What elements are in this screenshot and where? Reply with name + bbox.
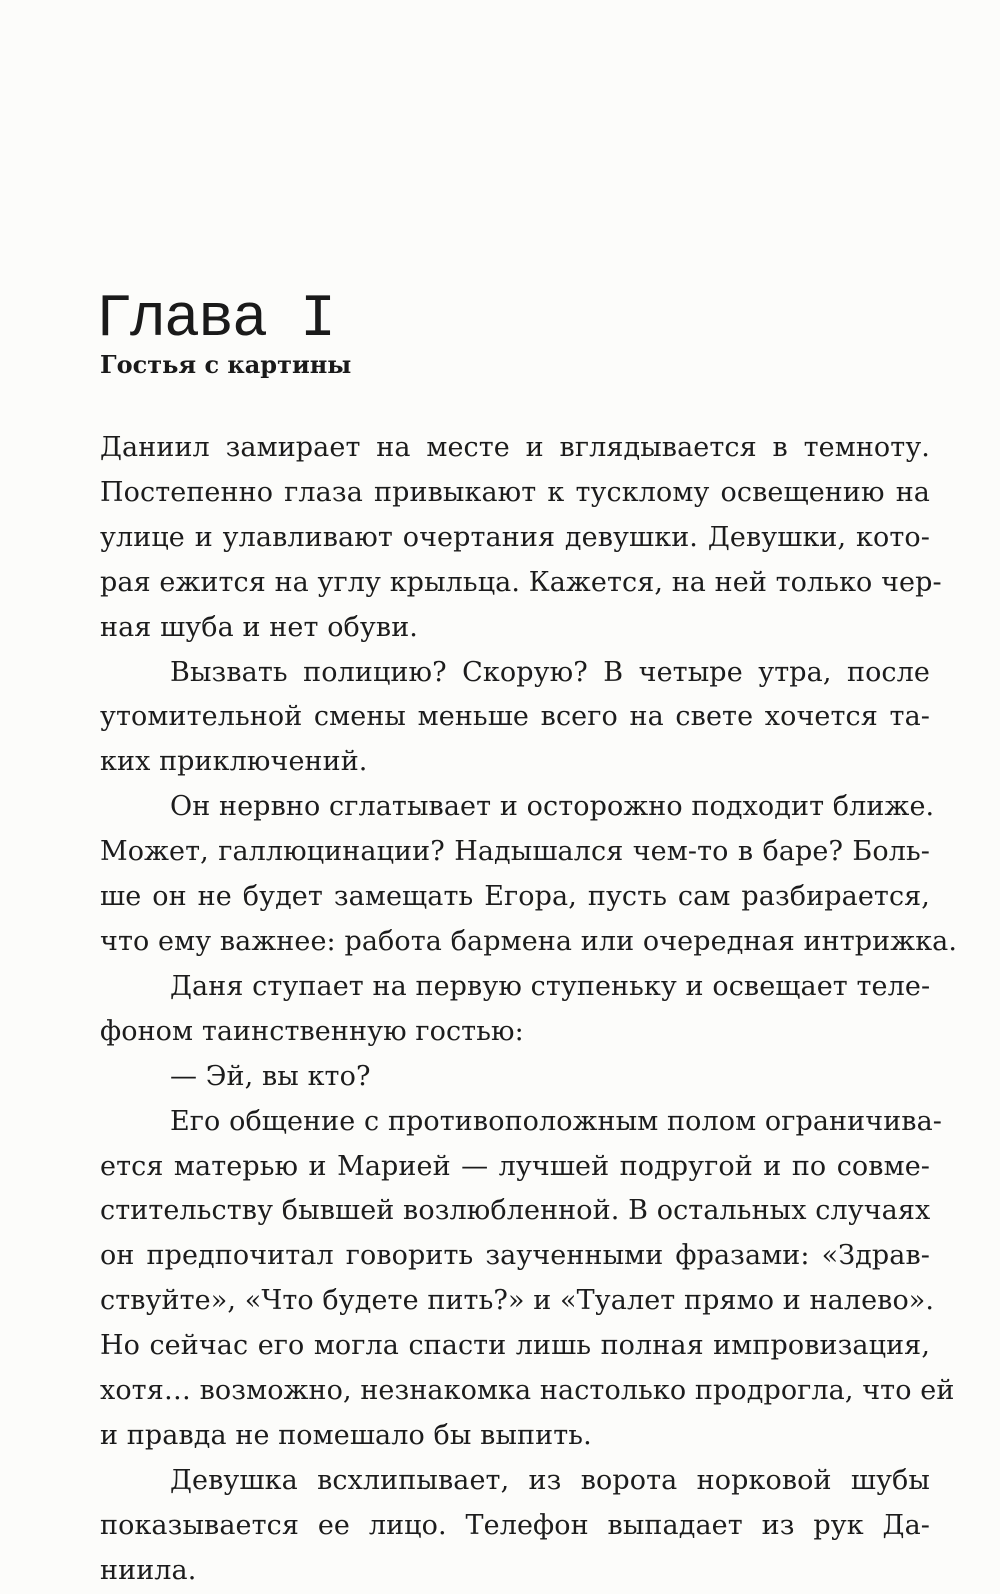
paragraph [100,965,930,1055]
text-line: ствуйте», «Что будете пить?» и «Туалет прямо и налево». [100,1285,935,1317]
text-line: Может, галлюцинации? Надышался чем-то в баре? Боль- [100,836,930,868]
paragraph [100,651,930,786]
text-line: Но сейчас его могла спасти лишь полная импровизация, [100,1330,930,1362]
text-line: показывается ее лицо. Телефон выпадает из рук Да- [100,1509,930,1541]
paragraph [100,785,958,965]
text-line: ше он не будет замещать Егора, пусть сам разбирается, [100,881,930,913]
text-line: ная шуба и нет обуви. [100,611,418,643]
text-line: он предпочитал говорить заученными фразами: «Здрав- [100,1240,930,1272]
chapter-subtitle: Гостья с картины [100,350,352,379]
text-line: Постепенно глаза привыкают к тусклому освещению на [100,476,930,508]
text-line: ниила. [100,1554,197,1586]
text-line: утомительной смены меньше всего на свете хочется та- [100,701,930,733]
text-line: Девушка всхлипывает, из ворота норковой шубы [170,1464,930,1496]
text-line: ется матерью и Марией — лучшей подругой и по совме- [100,1150,930,1182]
text-line: Он нервно сглатывает и осторожно подходит ближе. [170,791,935,823]
paragraph [100,426,942,651]
text-line: хотя… возможно, незнакомка настолько продрогла, что ей [100,1375,955,1407]
text-line: улице и улавливают очертания девушки. Девушки, кото- [100,521,930,553]
text-line: ких приключений. [100,746,368,778]
text-line: рая ежится на углу крыльца. Кажется, на ней только чер- [100,566,942,598]
text-line: Даня ступает на первую ступеньку и освещает теле- [170,970,931,1002]
text-line: что ему важнее: работа бармена или очередная интрижка. [100,925,958,957]
text-line: стительству бывшей возлюбленной. В остальных случаях [100,1195,931,1227]
dialogue-line: — Эй, вы кто? [170,1060,371,1092]
paragraph [100,1055,930,1100]
paragraph [100,1459,930,1594]
text-line: Его общение с противоположным полом ограничива- [170,1105,943,1137]
text-line: и правда не помешало бы выпить. [100,1419,592,1451]
chapter-text [100,426,958,1594]
chapter-title: Глава I [96,286,335,354]
text-line: фоном таинственную гостью: [100,1015,524,1047]
text-line: Даниил замирает на месте и вглядывается в темноту. [100,432,930,463]
paragraph [100,1100,955,1459]
text-line: Вызвать полицию? Скорую? В четыре утра, после [170,656,930,688]
